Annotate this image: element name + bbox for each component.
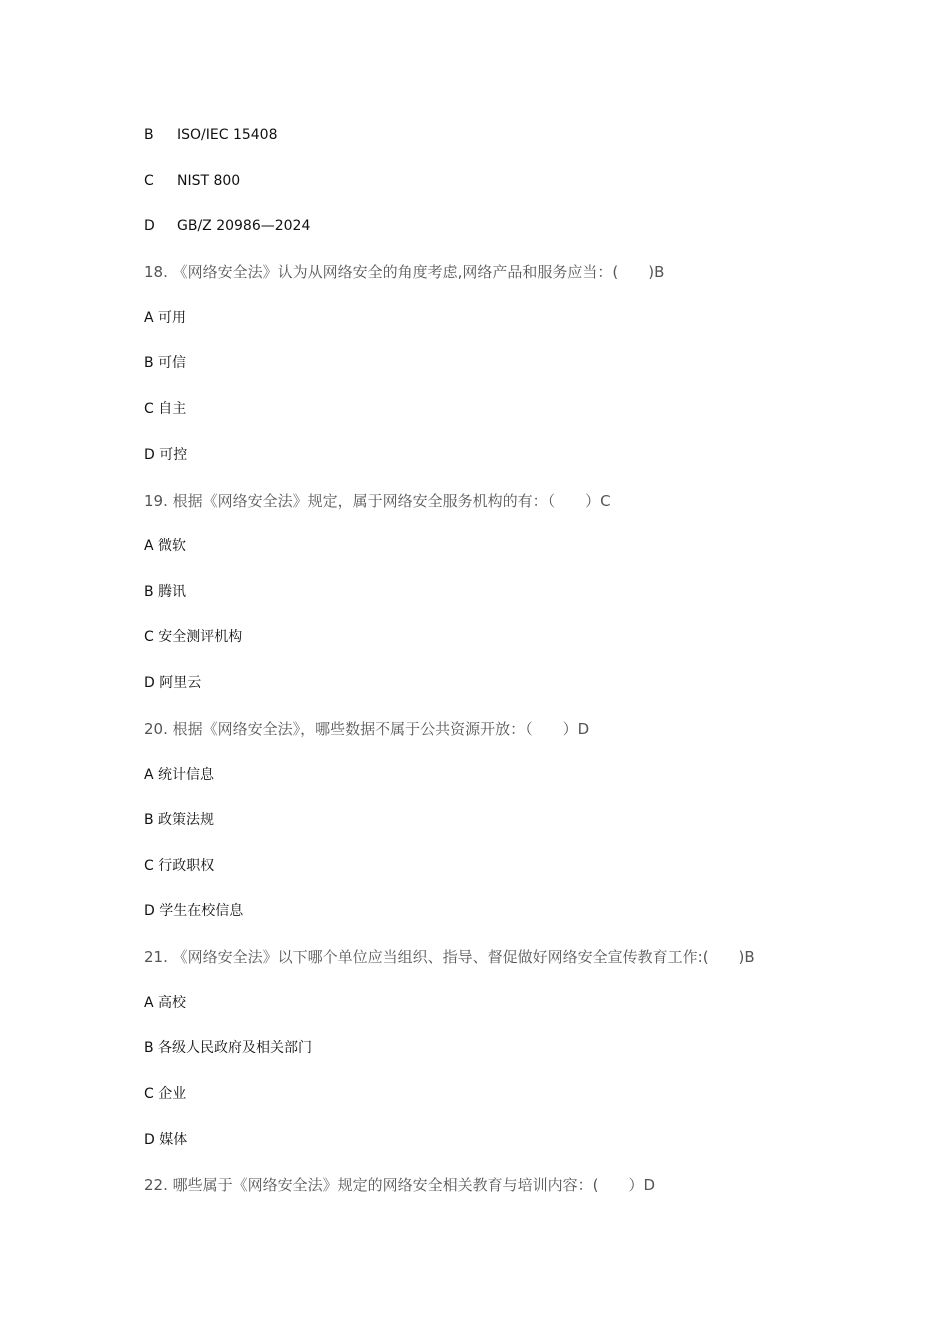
question-19 xyxy=(144,492,611,510)
option-line: C 行政职权 xyxy=(144,858,215,874)
option-line: A 微软 xyxy=(144,538,187,554)
option-line: B 政策法规 xyxy=(144,812,215,828)
option-line: D 可控 xyxy=(144,447,188,463)
option-line: C 安全测评机构 xyxy=(144,629,243,645)
option-line xyxy=(144,217,310,235)
option-line: A 高校 xyxy=(144,995,187,1011)
option-line: D 媒体 xyxy=(144,1132,188,1148)
question-text: 根据《网络安全法》，哪些数据不属于公共资源开放：（ ）D xyxy=(172,720,590,738)
option-text: ISO/IEC 15408 xyxy=(177,127,278,143)
question-20 xyxy=(144,720,589,738)
option-letter: D xyxy=(144,218,155,234)
option-line: B 可信 xyxy=(144,355,187,371)
option-letter: C xyxy=(144,173,154,189)
question-number: 21. xyxy=(144,948,168,966)
question-text: 《网络安全法》认为从网络安全的角度考虑,网络产品和服务应当：( )B xyxy=(172,263,665,281)
option-line xyxy=(144,126,278,144)
question-text: 根据《网络安全法》规定，属于网络安全服务机构的有：（ ）C xyxy=(172,492,611,510)
option-letter: B xyxy=(144,127,154,143)
question-text: 哪些属于《网络安全法》规定的网络安全相关教育与培训内容：( ）D xyxy=(172,1176,656,1194)
option-line: D 阿里云 xyxy=(144,675,202,691)
option-text: NIST 800 xyxy=(177,173,241,189)
question-22 xyxy=(144,1176,655,1194)
option-line: B 各级人民政府及相关部门 xyxy=(144,1040,313,1056)
option-line: A 统计信息 xyxy=(144,767,215,783)
question-21 xyxy=(144,948,755,966)
option-text: GB/Z 20986—2024 xyxy=(177,218,311,234)
question-number: 19. xyxy=(144,492,168,510)
option-line: C 企业 xyxy=(144,1086,187,1102)
question-number: 20. xyxy=(144,720,168,738)
option-line: A 可用 xyxy=(144,310,187,326)
question-18 xyxy=(144,263,664,281)
question-number: 22. xyxy=(144,1176,168,1194)
option-line: D 学生在校信息 xyxy=(144,903,244,919)
question-number: 18. xyxy=(144,263,168,281)
option-line xyxy=(144,172,240,190)
option-line: C 自主 xyxy=(144,401,187,417)
option-line: B 腾讯 xyxy=(144,584,187,600)
question-text: 《网络安全法》以下哪个单位应当组织、指导、督促做好网络安全宣传教育工作:( )B xyxy=(172,948,755,966)
